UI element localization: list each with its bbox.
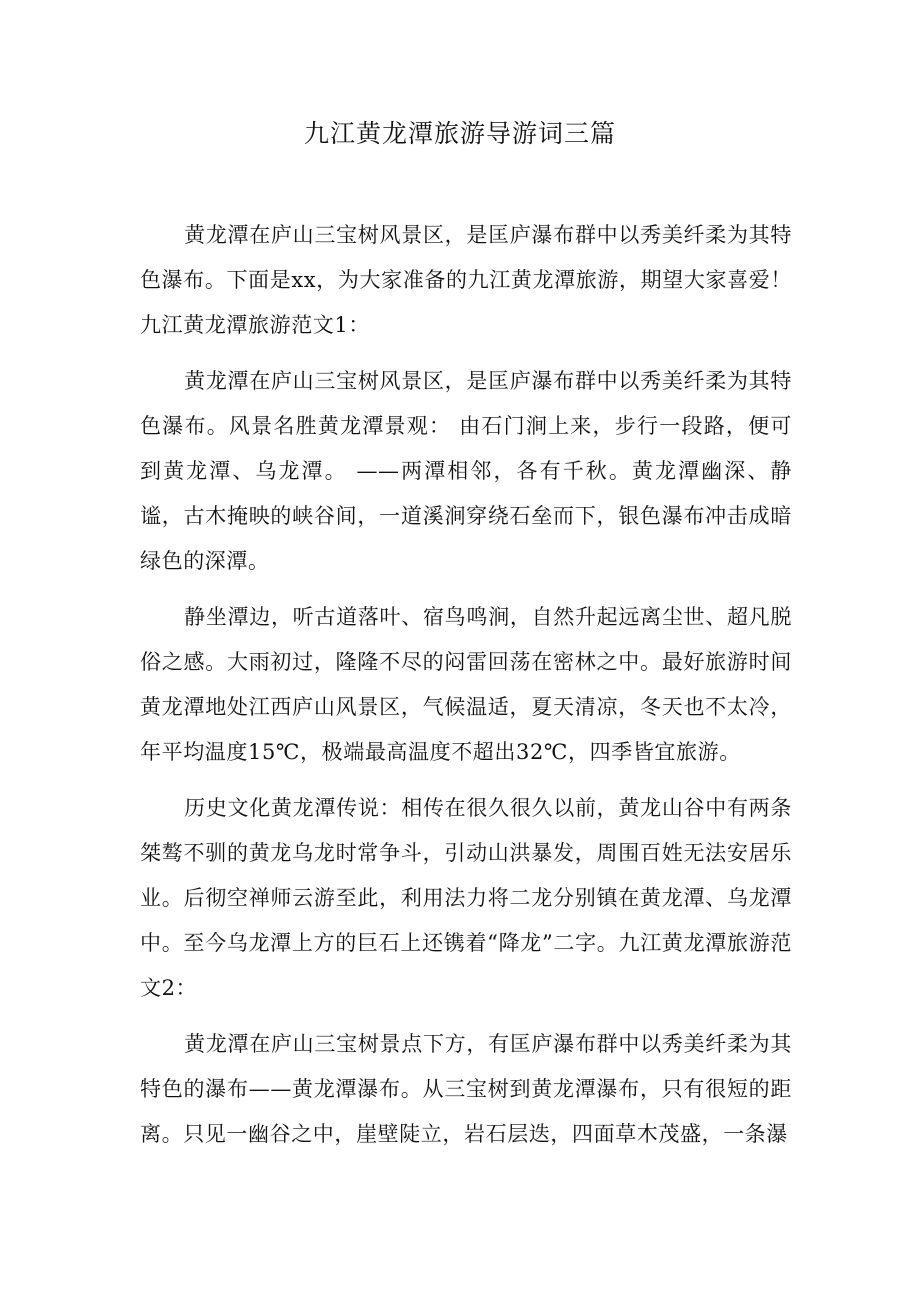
paragraph-text: 历史文化黄龙潭传说：相传在很久很久以前，黄龙山谷中有两条桀骜不驯的黄龙乌龙时常争斗，引动山洪暴发，周围百姓无法安居乐业。后彻空禅师云游至此，利用法力将二龙分别镇在黄龙潭、乌龙潭中。至今乌龙潭上方的巨石上还镌着“降龙”二字。九江黄龙潭旅游范文2： bbox=[140, 796, 792, 1000]
paragraph-text: 静坐潭边，听古道落叶、宿鸟鸣涧，自然升起远离尘世、超凡脱俗之感。大雨初过，隆隆不尽的闷雷回荡在密林之中。最好旅游时间黄龙潭地处江西庐山风景区，气候温适，夏天清凉，冬天也不太冷，年平均温度15℃，极端最高温度不超出32℃，四季皆宜旅游。 bbox=[140, 605, 792, 764]
paragraph-text: 黄龙潭在庐山三宝树风景区，是匡庐瀑布群中以秀美纤柔为其特色瀑布。下面是xx，为大家准备的九江黄龙潭旅游，期望大家喜爱！九江黄龙潭旅游范文1： bbox=[140, 223, 792, 337]
paragraph-text: 黄龙潭在庐山三宝树景点下方，有匡庐瀑布群中以秀美纤柔为其特色的瀑布——黄龙潭瀑布。从三宝树到黄龙潭瀑布，只有很短的距离。只见一幽谷之中，崖壁陡立，岩石层迭，四面草木茂盛，一条瀑 bbox=[140, 1032, 792, 1146]
paragraph-sample-2 bbox=[140, 1022, 792, 1157]
document-title: 九江黄龙潭旅游导游词三篇 bbox=[303, 119, 616, 148]
paragraph-scenery bbox=[140, 359, 792, 584]
paragraph-legend bbox=[140, 786, 792, 1011]
paragraph-intro bbox=[140, 213, 792, 348]
document-body bbox=[140, 213, 792, 1168]
paragraph-best-time bbox=[140, 595, 792, 775]
paragraph-text: 黄龙潭在庐山三宝树风景区，是匡庐瀑布群中以秀美纤柔为其特色瀑布。风景名胜黄龙潭景观： 由石门涧上来，步行一段路，便可到黄龙潭、乌龙潭。 ——两潭相邻，各有千秋。黄龙潭幽深、静谧，古木掩映的峡谷间，一道溪涧穿绕石垒而下，银色瀑布冲击成暗绿色的深潭。 bbox=[140, 369, 792, 573]
